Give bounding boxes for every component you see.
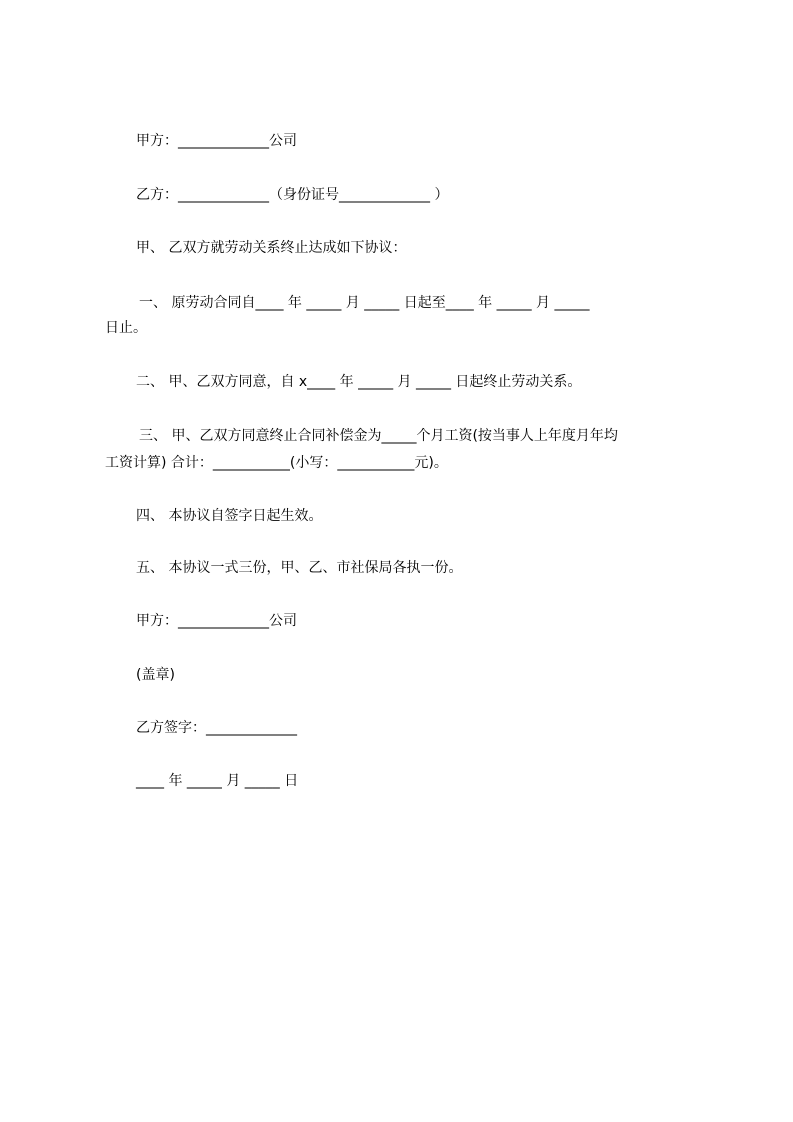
intro-line: 甲、 乙双方就劳动关系终止达成如下协议： (136, 240, 407, 256)
seal-label: (盖章) (136, 667, 175, 683)
clause-2-line: 二、 甲、乙双方同意，自 x____ 年 _____ 月 _____ 日起终止劳动关系。 (136, 374, 582, 390)
clause-1-line-2: 日止。 (105, 320, 147, 336)
party-a-line: 甲方：_____________公司 (136, 133, 297, 149)
date-line: ____ 年 _____ 月 _____ 日 (136, 773, 299, 789)
clause-3-line-1: 三、 甲、乙双方同意终止合同补偿金为_____个月工资(按当事人上年度月年均 (139, 428, 618, 444)
clause-5-line: 五、 本协议一式三份，甲、乙、市社保局各执一份。 (136, 560, 463, 576)
sign-party-b-line: 乙方签字：_____________ (136, 720, 297, 736)
clause-4-line: 四、 本协议自签字日起生效。 (136, 508, 323, 524)
clause-3-line-2: 工资计算) 合计：___________(小写：___________元)。 (105, 455, 448, 471)
party-b-line: 乙方：_____________（身份证号_____________ ） (136, 187, 449, 203)
sign-party-a-line: 甲方：_____________公司 (136, 613, 297, 629)
clause-1-line-1: 一、 原劳动合同自____ 年 _____ 月 _____ 日起至____ 年 _____ 月 _____ (139, 295, 590, 311)
